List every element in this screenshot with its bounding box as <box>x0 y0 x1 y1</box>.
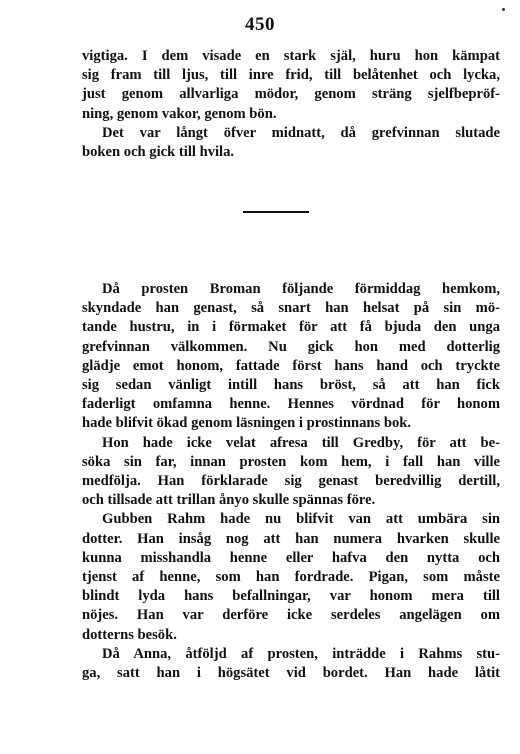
text-line: medfölja. Han förklarade sig genast beredvillig dertill, <box>82 473 500 490</box>
text-line: ga, satt han i högsätet vid bordet. Han hade låtit <box>82 665 500 682</box>
text-line: blindt lyda hans befallningar, var honom mera till <box>82 588 500 605</box>
text-block-bottom <box>82 280 500 683</box>
text-line: tjenst af henne, som han fordrade. Pigan, som måste <box>82 569 500 586</box>
text-line: och tillsade att trillan ånyo skulle spännas före. <box>82 492 376 509</box>
paragraph <box>82 47 500 124</box>
text-line: sig fram till ljus, till inre frid, till belåtenhet och lycka, <box>82 67 500 84</box>
page-number: 450 <box>245 14 275 35</box>
text-line: Gubben Rahm hade nu blifvit van att umbära sin <box>102 511 500 528</box>
text-line: faderligt omfamna henne. Hennes vördnad för honom <box>82 396 500 413</box>
paragraph <box>82 124 500 162</box>
paragraph <box>82 280 500 434</box>
paragraph <box>82 645 500 683</box>
text-line: dotter. Han insåg nog att han numera hvarken skulle <box>82 530 500 547</box>
text-line: Hon hade icke velat afresa till Gredby, för att be- <box>102 434 500 451</box>
text-line: skyndade han genast, så snart han helsat på sin mö- <box>82 300 500 317</box>
text-line: just genom allvarliga mödor, genom sträng sjelfbepröf- <box>82 86 500 103</box>
section-divider <box>243 211 309 213</box>
text-line: Det var långt öfver midnatt, då grefvinnan slutade <box>102 124 500 141</box>
text-line: Då prosten Broman följande förmiddag hemkom, <box>102 281 500 297</box>
ink-speck <box>502 8 505 11</box>
text-line: glädje emot honom, fattade först hans hand och tryckte <box>82 357 500 374</box>
text-line: sig sedan vänligt intill hans bröst, så att han fick <box>82 377 500 394</box>
text-line: nöjes. Han var derföre icke serdeles angelägen om <box>82 607 500 624</box>
text-line: boken och gick till hvila. <box>82 144 235 161</box>
text-line: kunna misshandla henne eller hafva den nytta och <box>82 549 500 566</box>
text-line: ning, genom vakor, genom bön. <box>82 105 277 122</box>
text-line: vigtiga. I dem visade en stark själ, huru hon kämpat <box>82 48 500 64</box>
text-line: söka sin far, innan prosten kom hem, i fall han ville <box>82 453 500 470</box>
paragraph <box>82 510 500 644</box>
text-line: tande hustru, in i förmaket för att få bjuda den unga <box>82 319 500 336</box>
paragraph <box>82 434 500 511</box>
text-line: dotterns besök. <box>82 626 177 643</box>
text-line: grefvinnan välkommen. Nu gick hon med dotterlig <box>82 338 500 355</box>
text-line: hade blifvit ökad genom läsningen i prostinnans bok. <box>82 415 412 432</box>
text-block-top <box>82 47 500 162</box>
text-line: Då Anna, åtföljd af prosten, inträdde i Rahms stu- <box>102 645 500 662</box>
